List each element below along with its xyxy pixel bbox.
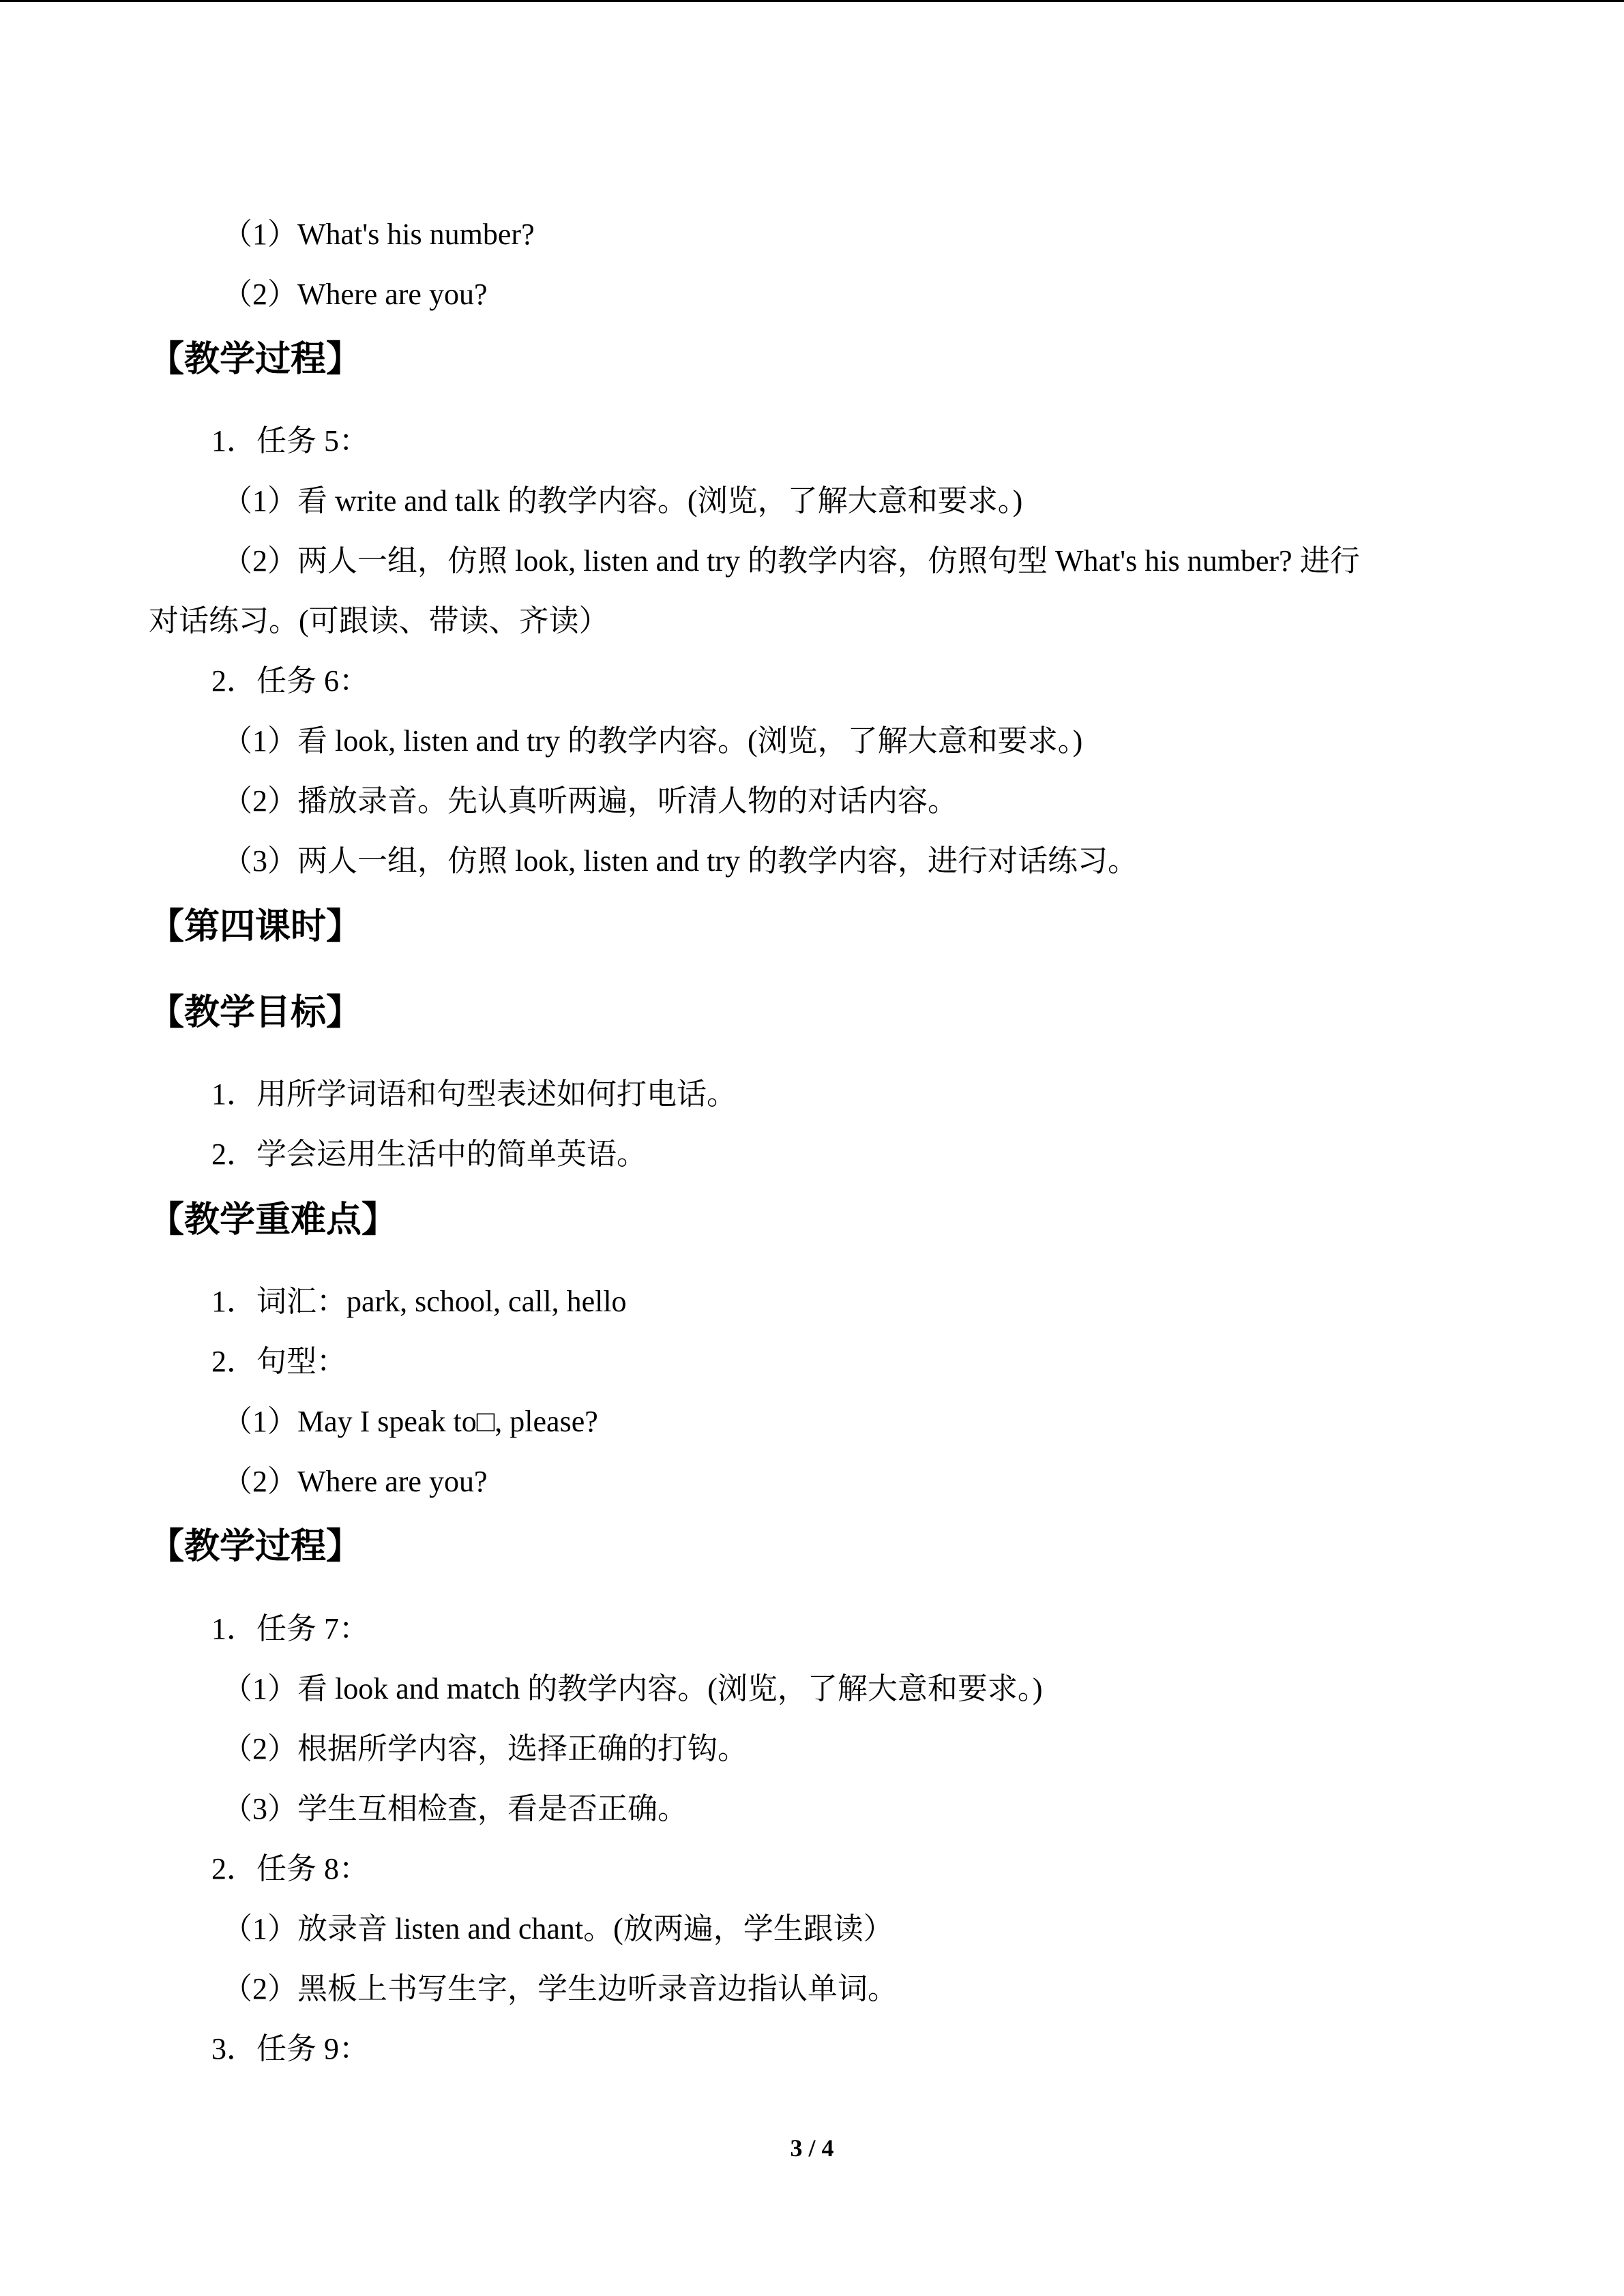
sentence-pattern-item: （1）What's his number?	[222, 218, 535, 251]
task-step: （2）黑板上书写生字，学生边听录音边指认单词。	[222, 1972, 898, 2006]
task-item: 2．任务 6：	[211, 664, 369, 698]
sentence-pattern-item: （1）May I speak to□, please?	[222, 1405, 598, 1438]
section-heading-teaching-objectives: 【教学目标】	[149, 992, 362, 1033]
key-point-item: 1．词汇：park, school, call, hello	[211, 1285, 627, 1318]
task-item: 3．任务 9：	[211, 2032, 369, 2066]
objective-item: 2．学会运用生活中的简单英语。	[211, 1137, 647, 1171]
task-step: （2）两人一组，仿照 look, listen and try 的教学内容，仿照句型 What's his number? 进行	[222, 544, 1360, 578]
section-heading-teaching-process: 【教学过程】	[149, 1526, 362, 1567]
task-step: （2）根据所学内容，选择正确的打钩。	[222, 1732, 748, 1765]
task-step: （3）学生互相检查，看是否正确。	[222, 1792, 688, 1825]
sentence-pattern-item: （2）Where are you?	[222, 1465, 488, 1498]
task-step: （1）看 write and talk 的教学内容。(浏览，了解大意和要求。)	[222, 484, 1023, 518]
task-step: （1）看 look, listen and try 的教学内容。(浏览，了解大意和要求。)	[222, 724, 1083, 758]
task-item: 1．任务 5：	[211, 424, 369, 458]
top-border-rule	[0, 0, 1624, 2]
objective-item: 1．用所学词语和句型表述如何打电话。	[211, 1077, 737, 1111]
section-heading-key-points: 【教学重难点】	[149, 1199, 398, 1240]
task-step: （3）两人一组，仿照 look, listen and try 的教学内容，进行对话练习。	[222, 844, 1138, 878]
task-step: （1）看 look and match 的教学内容。(浏览，了解大意和要求。)	[222, 1672, 1043, 1705]
task-step: （2）播放录音。先认真听两遍，听清人物的对话内容。	[222, 784, 958, 818]
task-step: （1）放录音 listen and chant。(放两遍，学生跟读）	[222, 1912, 894, 1945]
section-heading-fourth-lesson: 【第四课时】	[149, 906, 362, 947]
task-step-continuation: 对话练习。(可跟读、带读、齐读）	[149, 604, 609, 638]
sentence-pattern-item: （2）Where are you?	[222, 278, 488, 311]
task-item: 2．任务 8：	[211, 1852, 369, 1885]
section-heading-teaching-process: 【教学过程】	[149, 339, 362, 380]
page-number: 3 / 4	[790, 2134, 834, 2162]
key-point-item: 2．句型：	[211, 1345, 346, 1378]
task-item: 1．任务 7：	[211, 1612, 369, 1645]
